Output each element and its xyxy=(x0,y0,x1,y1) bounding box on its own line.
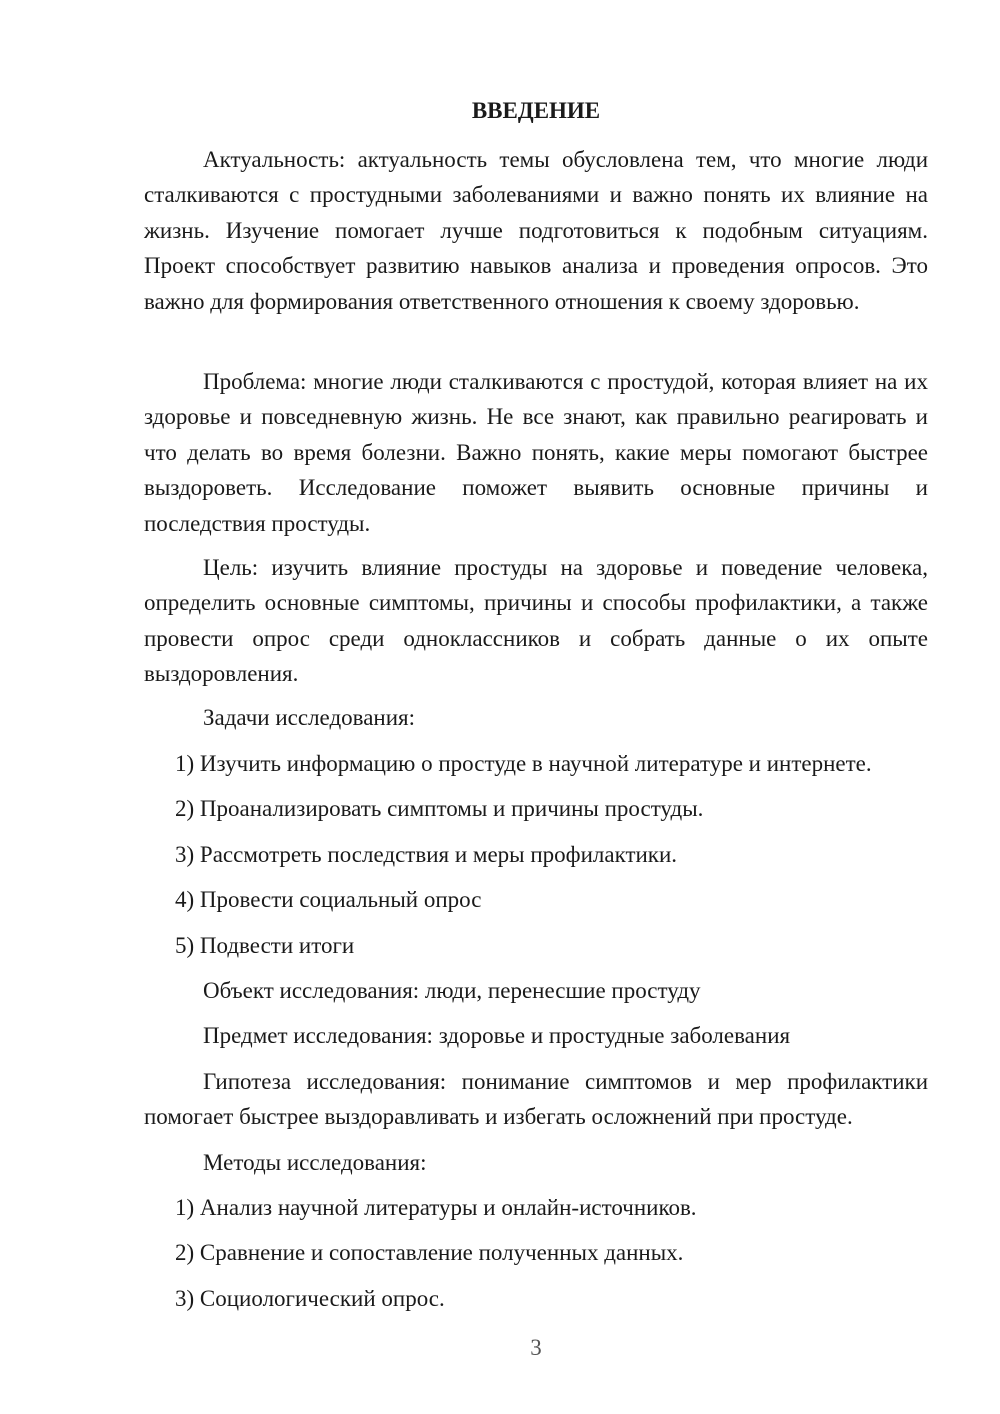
research-subject: Предмет исследования: здоровье и простудные заболевания xyxy=(203,1023,791,1048)
hypothesis-paragraph: Гипотеза исследования: понимание симптомов и мер профилактики помогает быстрее выздоравливать и избегать осложнений при простуде. xyxy=(144,1069,928,1130)
method-item: 2) Сравнение и сопоставление полученных данных. xyxy=(175,1240,684,1265)
method-item: 1) Анализ научной литературы и онлайн-источников. xyxy=(175,1195,697,1220)
task-item: 5) Подвести итоги xyxy=(175,933,355,958)
page-title: ВВЕДЕНИЕ xyxy=(471,98,601,123)
task-item: 3) Рассмотреть последствия и меры профилактики. xyxy=(175,842,678,867)
research-object: Объект исследования: люди, перенесшие простуду xyxy=(203,978,701,1003)
task-item: 1) Изучить информацию о простуде в научной литературе и интернете. xyxy=(175,751,872,776)
method-item: 3) Социологический опрос. xyxy=(175,1286,445,1311)
task-item: 4) Провести социальный опрос xyxy=(175,887,482,912)
goal-paragraph: Цель: изучить влияние простуды на здоровье и поведение человека, определить основные симптомы, причины и способы профилактики, а также провести опрос среди одноклассников и собрать данные о их опыте выздоровления. xyxy=(144,555,928,687)
methods-heading: Методы исследования: xyxy=(203,1150,427,1175)
problem-paragraph: Проблема: многие люди сталкиваются с простудой, которая влияет на их здоровье и повседневную жизнь. Не все знают, как правильно реагировать и что делать во время болезни. Важно понять, какие меры помогают быстрее выздороветь. Исследование поможет выявить основные причины и последствия простуды. xyxy=(144,369,928,536)
tasks-heading: Задачи исследования: xyxy=(203,705,416,730)
task-item: 2) Проанализировать симптомы и причины простуды. xyxy=(175,796,704,821)
page-number: 3 xyxy=(530,1335,542,1360)
relevance-paragraph: Актуальность: актуальность темы обусловлена тем, что многие люди сталкиваются с простудными заболеваниями и важно понять их влияние на жизнь. Изучение помогает лучше подготовиться к подобным ситуациям. Проект способствует развитию навыков анализа и проведения опросов. Это важно для формирования ответственного отношения к своему здоровью. xyxy=(144,147,928,314)
